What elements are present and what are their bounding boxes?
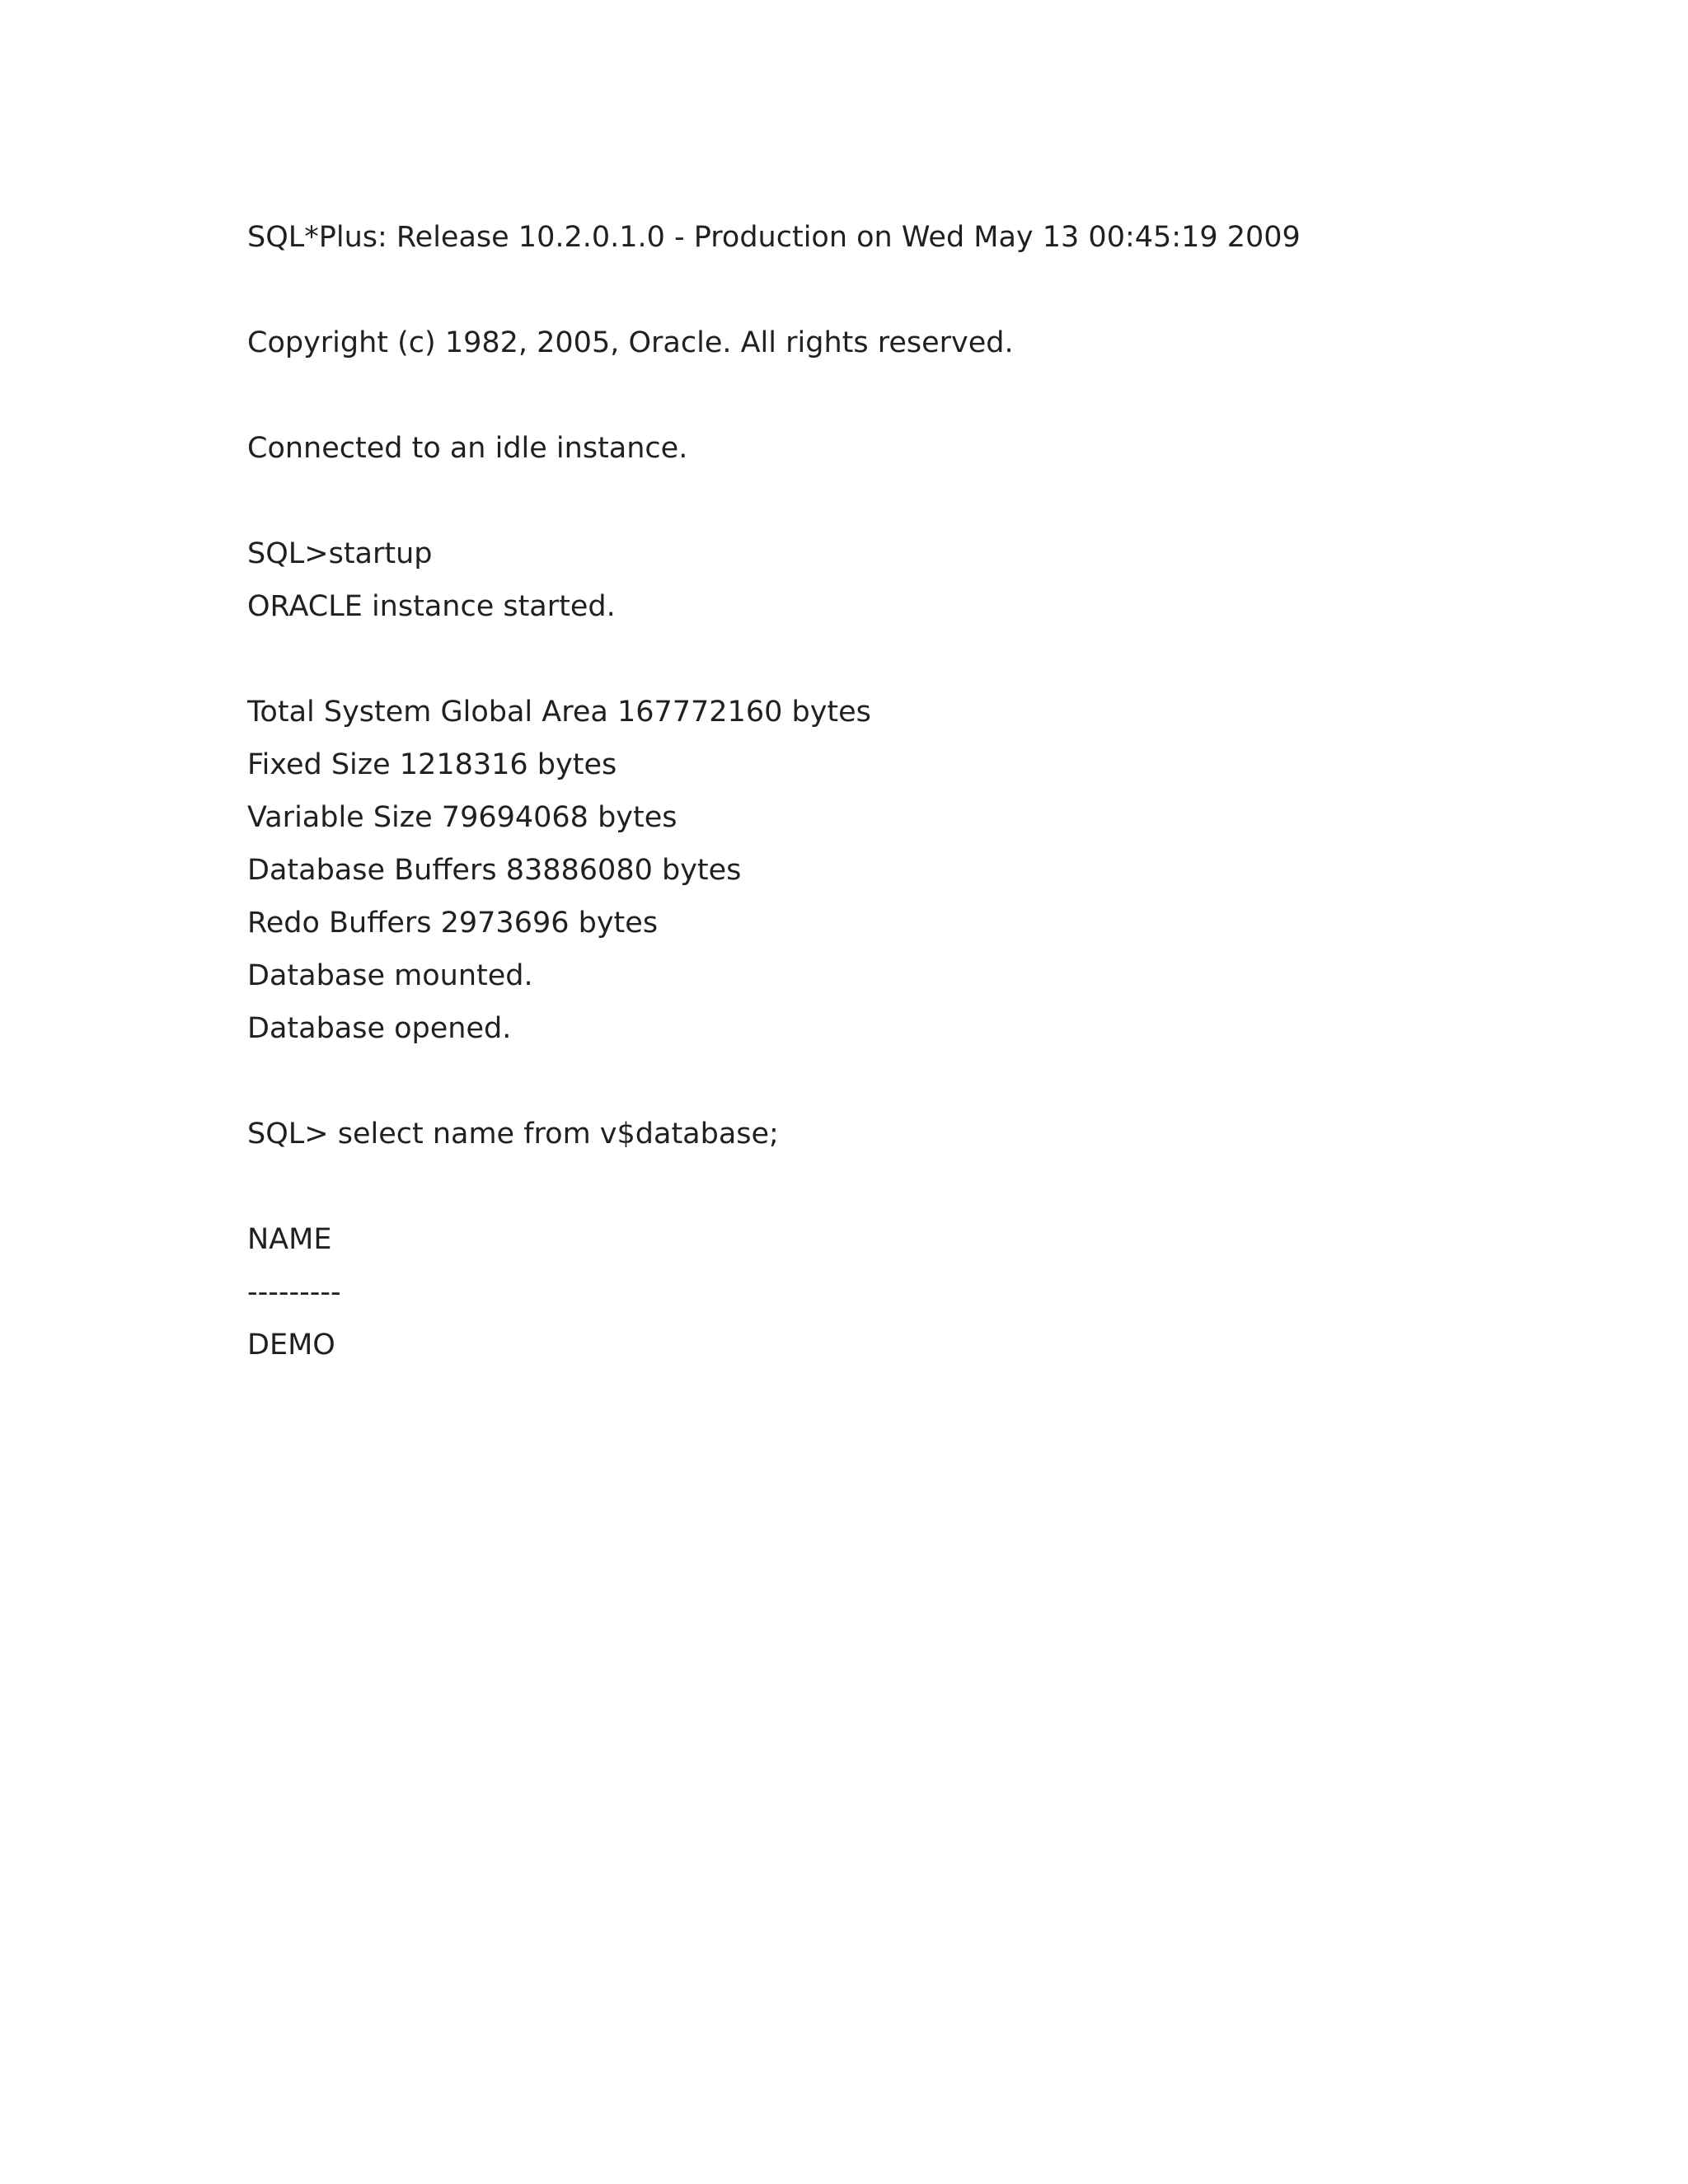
database-opened-line: Database opened. (247, 1012, 512, 1045)
sga-fixed-size-line: Fixed Size 1218316 bytes (247, 748, 617, 781)
blank-line (247, 475, 1566, 527)
sga-total-line: Total System Global Area 167772160 bytes (247, 696, 871, 729)
sqlplus-banner: SQL*Plus: Release 10.2.0.1.0 - Production on Wed May 13 00:45:19 2009 (247, 221, 1301, 254)
connected-line: Connected to an idle instance. (247, 432, 688, 465)
sga-database-buffers-line: Database Buffers 83886080 bytes (247, 854, 742, 887)
result-column-header: NAME (247, 1223, 332, 1256)
sga-redo-buffers-line: Redo Buffers 2973696 bytes (247, 907, 659, 940)
sqlplus-transcript (247, 211, 1566, 1371)
copyright-line: Copyright (c) 1982, 2005, Oracle. All rights reserved. (247, 326, 1014, 359)
startup-command: SQL>startup (247, 537, 433, 570)
sga-variable-size-line: Variable Size 79694068 bytes (247, 801, 678, 834)
blank-line (247, 1160, 1566, 1213)
result-separator: --------- (247, 1276, 341, 1309)
blank-line (247, 369, 1566, 422)
blank-line (247, 633, 1566, 686)
blank-line (247, 1055, 1566, 1108)
instance-started-line: ORACLE instance started. (247, 590, 616, 623)
blank-line (247, 264, 1566, 316)
result-value: DEMO (247, 1329, 335, 1361)
query-command: SQL> select name from v$database; (247, 1118, 779, 1151)
database-mounted-line: Database mounted. (247, 959, 533, 992)
